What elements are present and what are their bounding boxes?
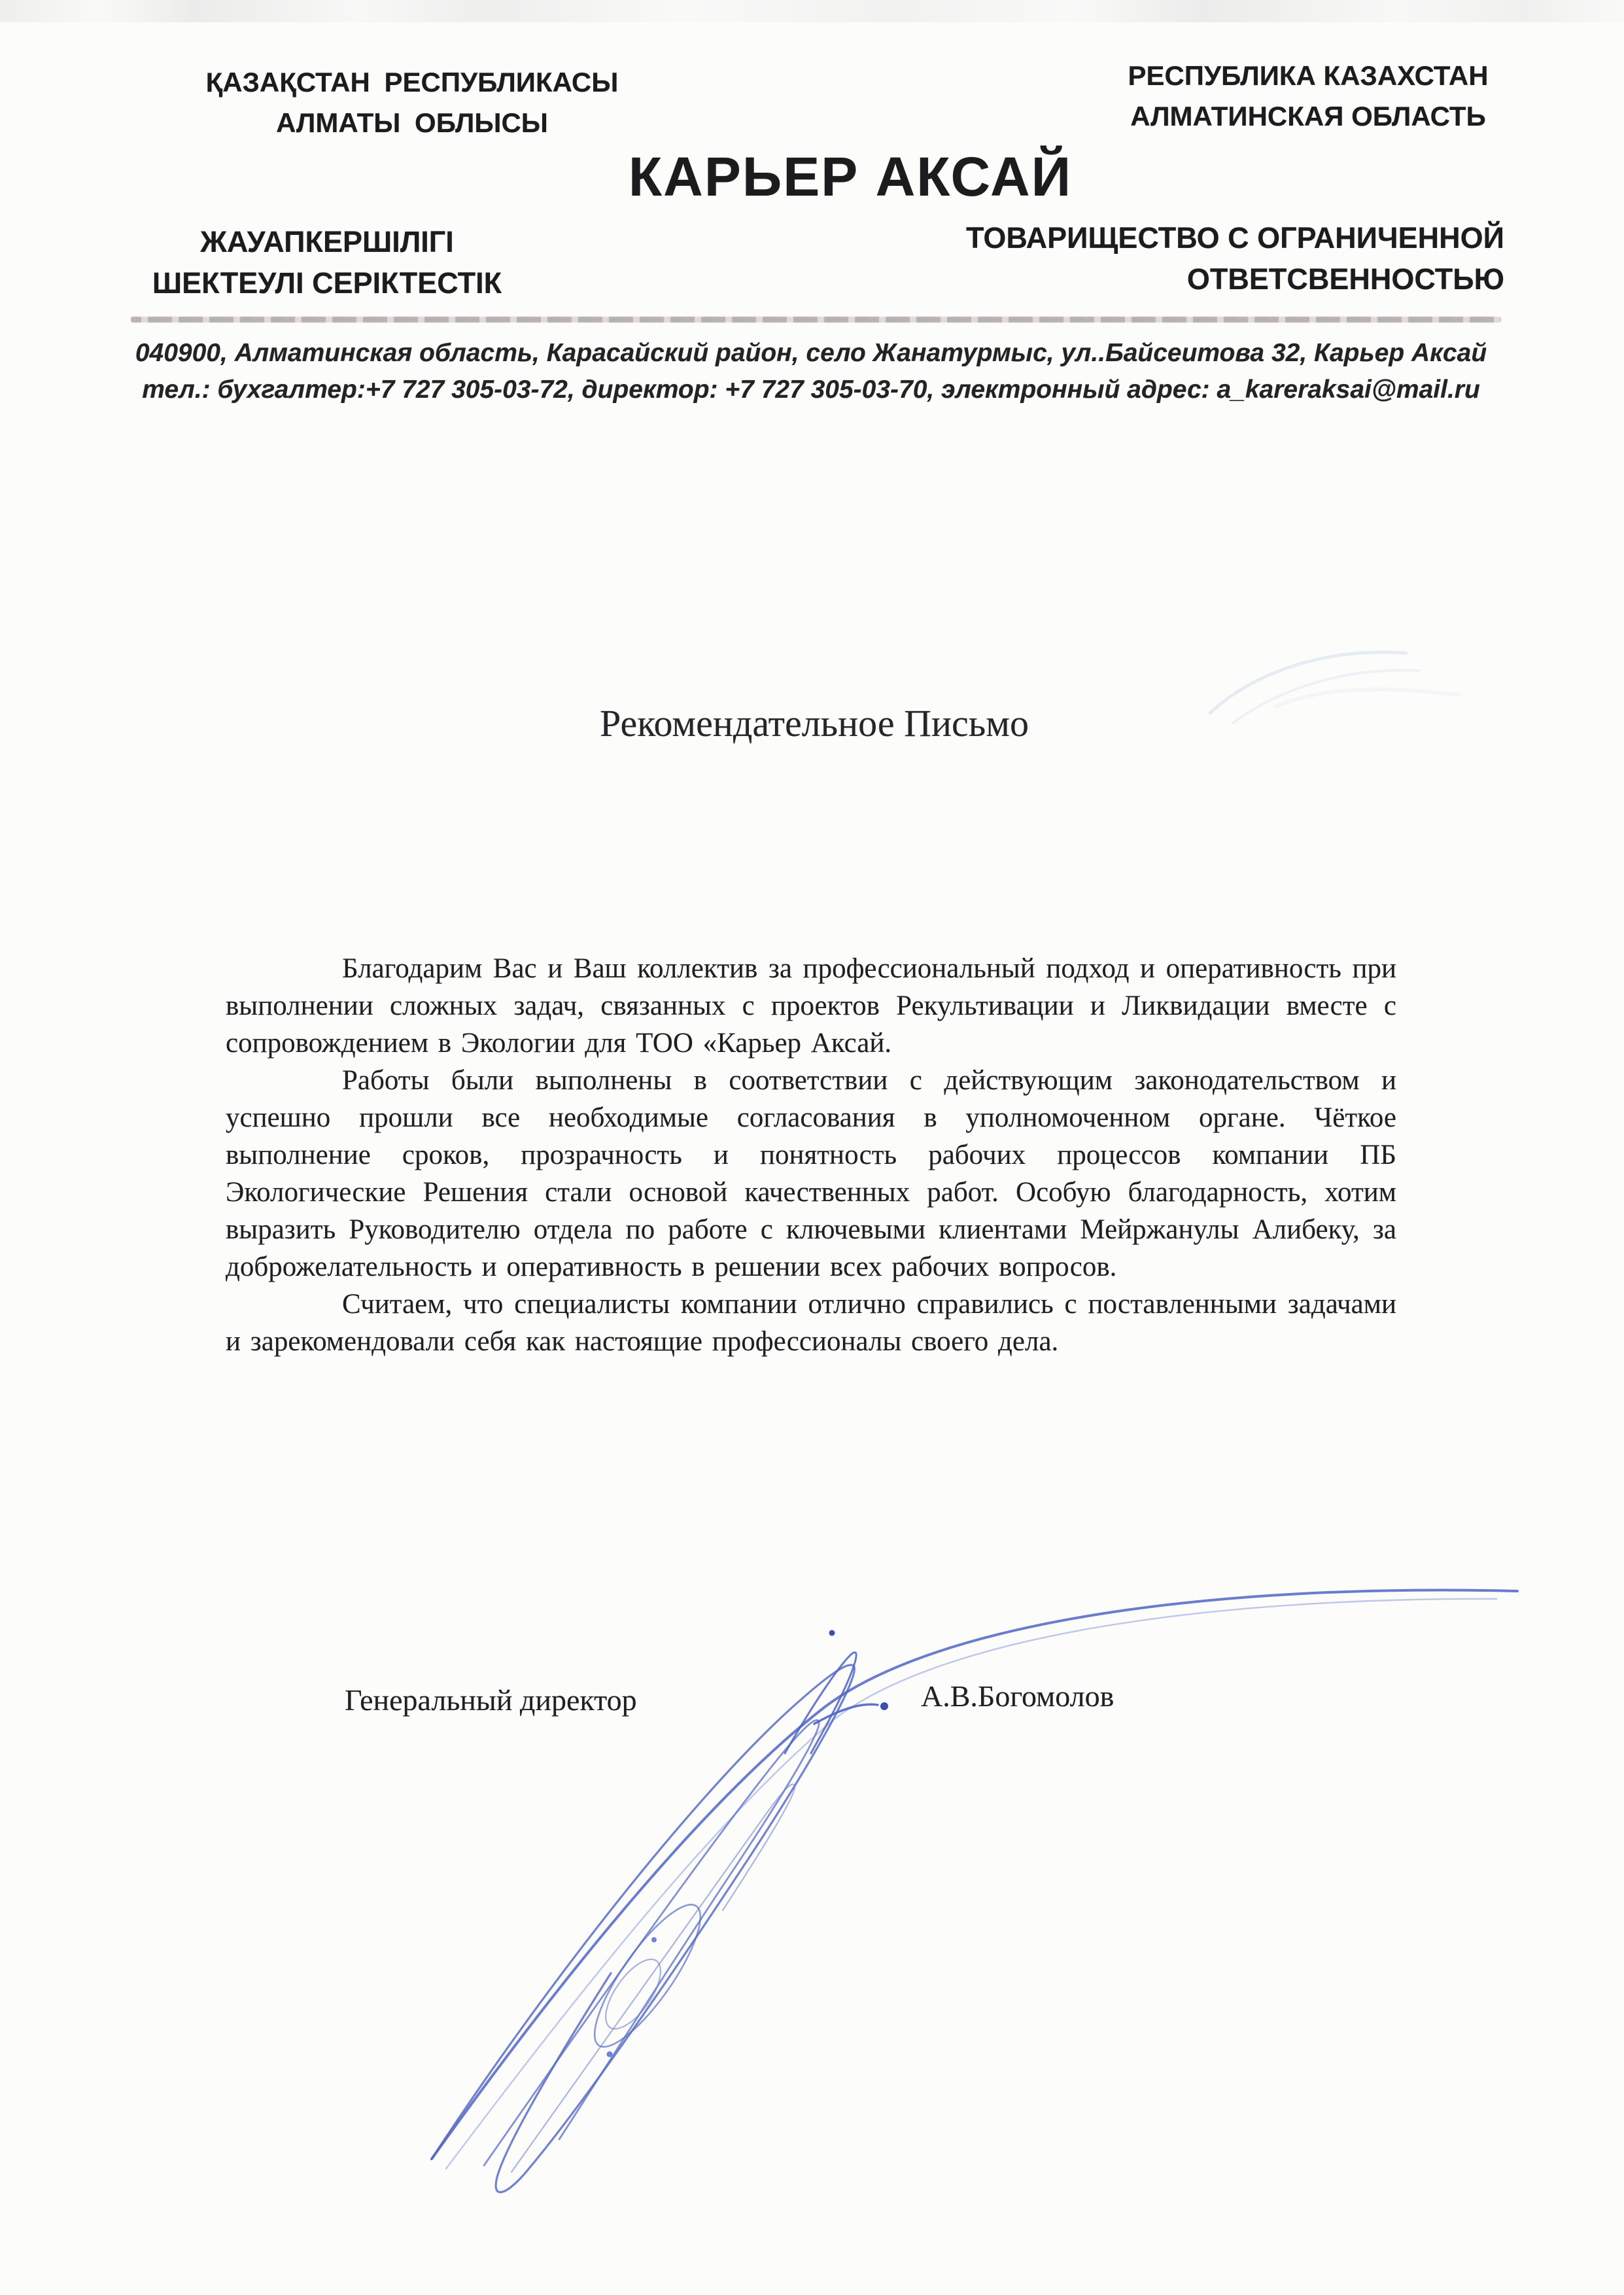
letter-paragraph-3: Считаем, что специалисты компании отлично справились с поставленными задачами и зарекомендовали себя как настоящие профессионалы своего дела.	[226, 1289, 1396, 1357]
letter-paragraph-2: Работы были выполнены в соответствии с действующим законодательством и успешно прошли все необходимые согласования в уполномоченном органе. Чёткое выполнение сроков, прозрачность и понятность рабочих процессов компании ПБ Экологические Решения стали основой качественных работ. Особую благодарность, хотим выразить Руководителю отдела по работе с ключевыми клиентами Мейржанулы Алибеку, за доброжелательность и оперативность в решении всех рабочих вопросов.	[226, 1065, 1396, 1282]
header-divider	[131, 317, 1501, 323]
scan-artifact-top	[0, 0, 1624, 22]
letterhead-kazakh-line1: ҚАЗАҚСТАН РЕСПУБЛИКАСЫ	[205, 67, 619, 97]
signoff-role: Генеральный директор	[345, 1683, 637, 1717]
org-type-russian-line1: ТОВАРИЩЕСТВО С ОГРАНИЧЕННОЙ	[966, 221, 1504, 254]
org-type-kazakh	[92, 221, 562, 304]
org-type-kazakh-line1: ЖАУАПКЕРШІЛІГІ	[200, 225, 454, 258]
letterhead-russian-region	[1020, 56, 1596, 137]
company-name: КАРЬЕР АКСАЙ	[628, 146, 1073, 207]
address-line: 040900, Алматинская область, Карасайский район, село Жанатурмыс, ул..Байсеитова 32, Карьер Аксай	[135, 339, 1487, 367]
letterhead-russian-line1: РЕСПУБЛИКА КАЗАХСТАН	[1128, 60, 1489, 91]
letterhead-kazakh-line2: АЛМАТЫ ОБЛЫСЫ	[276, 107, 548, 138]
signature-stroke	[392, 1557, 1570, 2198]
contacts-line: тел.: бухгалтер:+7 727 305-03-72, директор: +7 727 305-03-70, электронный адрес: a_kareraksai@mail.ru	[142, 376, 1480, 404]
letter-paragraph-1: Благодарим Вас и Ваш коллектив за профессиональный подход и оперативность при выполнении сложных задач, связанных с проектов Рекультивации и Ликвидации вместе с сопровождением в Экологии для ТОО «Карьер Аксай.	[226, 953, 1396, 1059]
letter-body	[226, 950, 1396, 1360]
letter-title: Рекомендательное Письмо	[600, 702, 1029, 745]
letterhead-russian-line2: АЛМАТИНСКАЯ ОБЛАСТЬ	[1130, 101, 1486, 131]
org-type-kazakh-line2: ШЕКТЕУЛІ СЕРІКТЕСТІК	[152, 266, 502, 300]
letterhead-kazakh-region	[150, 62, 674, 143]
org-type-russian-line2: ОТВЕТСВЕННОСТЬЮ	[1186, 262, 1504, 296]
signoff-name: А.В.Богомолов	[921, 1679, 1114, 1713]
org-type-russian	[837, 217, 1504, 300]
